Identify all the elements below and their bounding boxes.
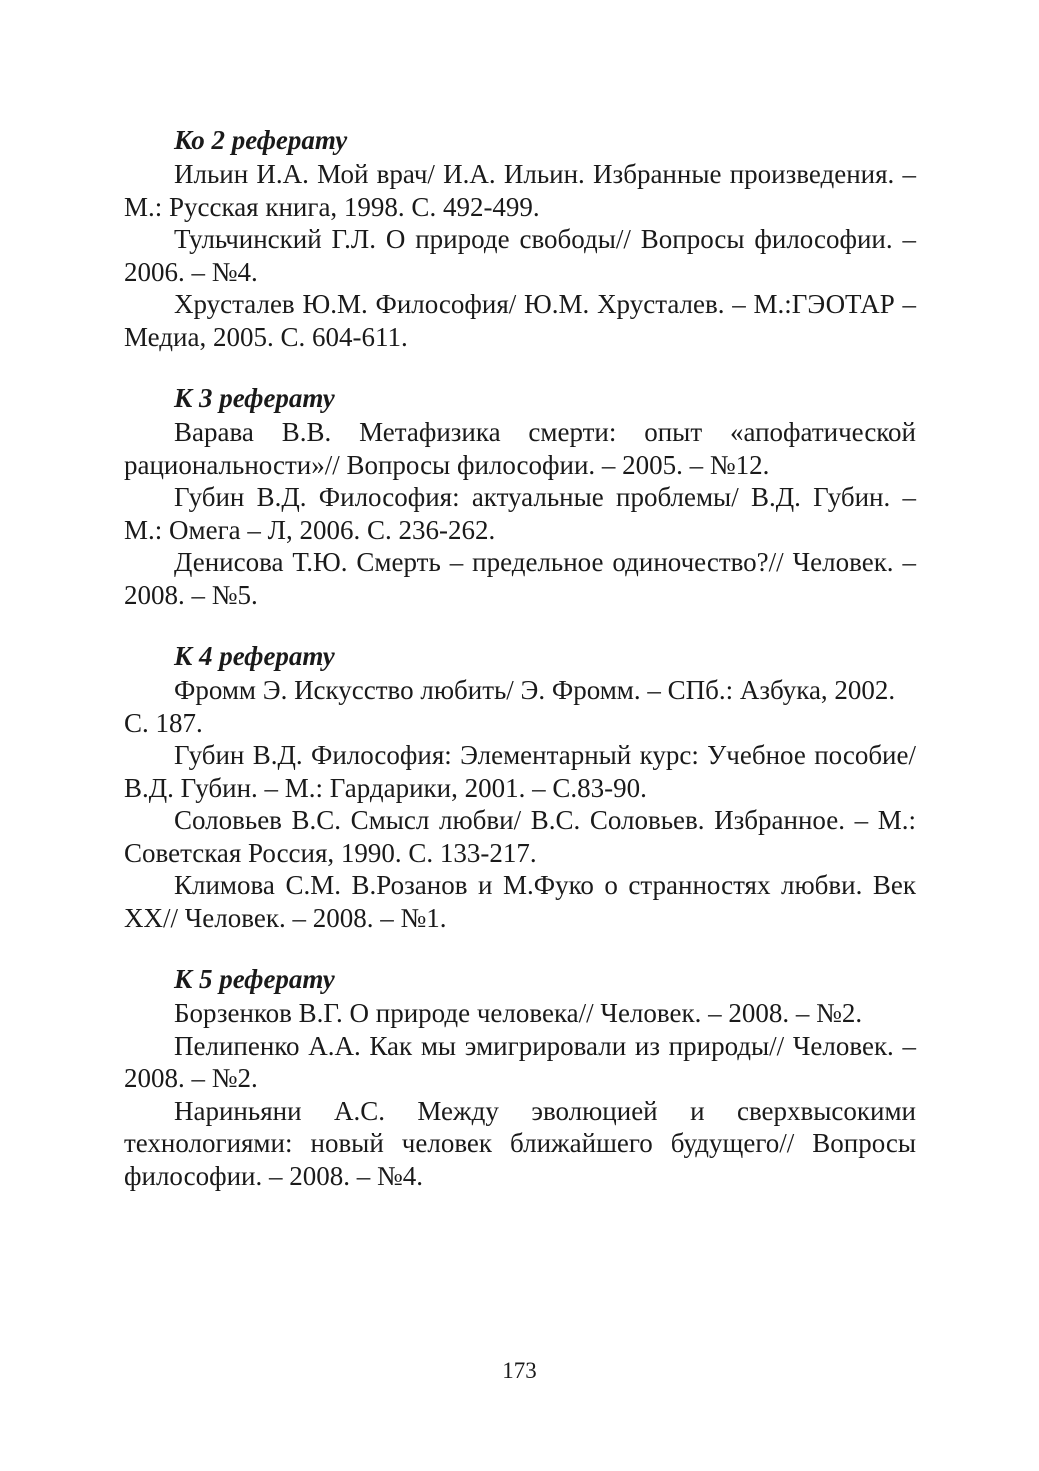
section-ref-3 (124, 382, 916, 611)
section-title: К 4 реферату (174, 641, 335, 671)
section-ref-4 (124, 640, 916, 934)
page-content (124, 124, 916, 1221)
page-number: 173 (502, 1358, 537, 1383)
bibliography-entry: Соловьев В.С. Смысл любви/ В.С. Соловьев. Избранное. – М.: Советская Россия, 1990. С. 133-217. (124, 805, 916, 868)
section-ref-2 (124, 124, 916, 353)
bibliography-entry: Нариньяни А.С. Между эволюцией и сверхвысокими технологиями: новый человек ближайшего будущего// Вопросы философии. – 2008. – №4. (124, 1095, 916, 1191)
bibliography-entry: Борзенков В.Г. О природе человека// Человек. – 2008. – №2. (174, 998, 863, 1028)
bibliography-entry: Ильин И.А. Мой врач/ И.А. Ильин. Избранные произведения. – М.: Русская книга, 1998. С. 492-499. (124, 159, 916, 222)
section-ref-5 (124, 963, 916, 1192)
section-title: К 5 реферату (174, 964, 335, 994)
section-title: Ко 2 реферату (174, 125, 348, 155)
bibliography-entry: Губин В.Д. Философия: актуальные проблемы/ В.Д. Губин. – М.: Омега – Л, 2006. С. 236-262. (124, 482, 916, 545)
section-title: К 3 реферату (174, 383, 335, 413)
bibliography-entry: Денисова Т.Ю. Смерть – предельное одиночество?// Человек. – 2008. – №5. (124, 547, 916, 610)
bibliography-entry: Фромм Э. Искусство любить/ Э. Фромм. – СПб.: Азбука, 2002. С. 187. (124, 675, 896, 738)
bibliography-entry: Пелипенко А.А. Как мы эмигрировали из природы// Человек. – 2008. – №2. (124, 1030, 916, 1093)
bibliography-entry: Тульчинский Г.Л. О природе свободы// Вопросы философии. – 2006. – №4. (124, 224, 916, 287)
bibliography-entry: Варава В.В. Метафизика смерти: опыт «апофатической рациональности»// Вопросы философии. – 2005. – №12. (124, 417, 916, 480)
bibliography-entry: Губин В.Д. Философия: Элементарный курс: Учебное пособие/ В.Д. Губин. – М.: Гардарики, 2001. – С.83-90. (124, 740, 916, 803)
bibliography-entry: Хрусталев Ю.М. Философия/ Ю.М. Хрусталев. – М.:ГЭОТАР – Медиа, 2005. С. 604-611. (124, 289, 916, 352)
bibliography-entry: Климова С.М. В.Розанов и М.Фуко о странностях любви. Век ХХ// Человек. – 2008. – №1. (124, 870, 916, 933)
